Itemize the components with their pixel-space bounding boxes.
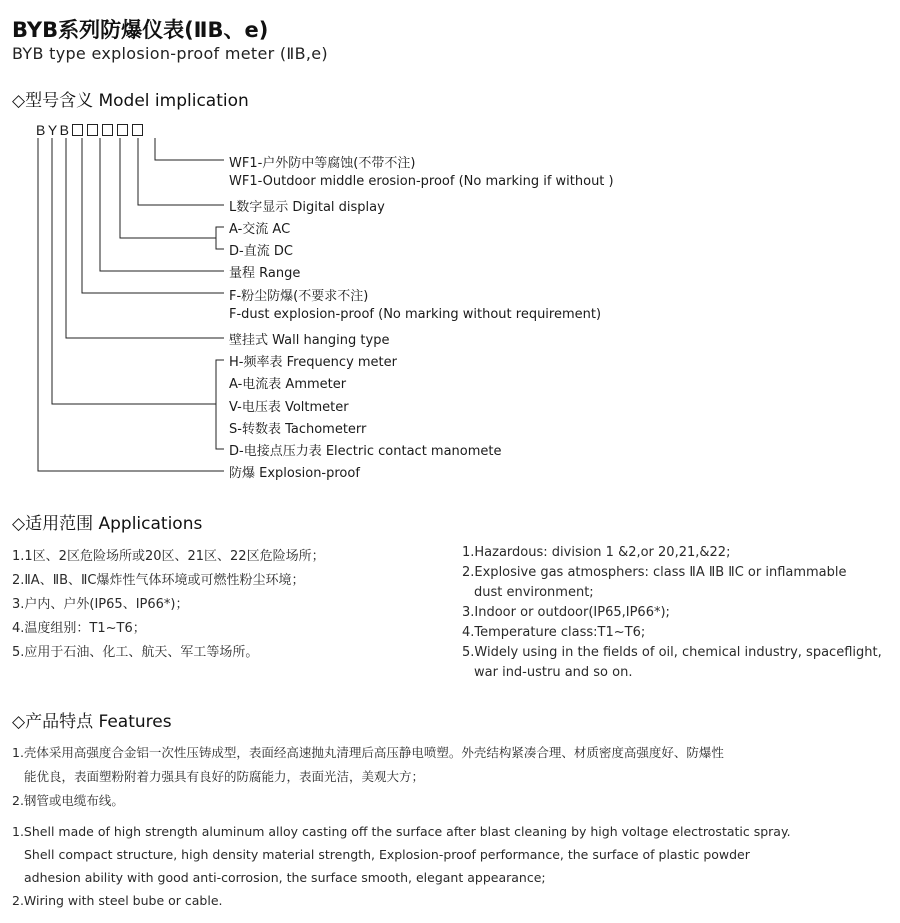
page-title-cn: BYB系列防爆仪表(ⅡB、e)	[12, 18, 269, 42]
model-label-wall: 壁挂式 Wall hanging type	[229, 333, 390, 348]
model-label-tachometer: S-转数表 Tachometerr	[229, 422, 367, 437]
app-cn-line-1: 1.1区、2区危险场所或20区、21区、22区危险场所；	[12, 549, 325, 564]
page-title-en: BYB type explosion-proof meter (ⅡB,e)	[12, 44, 328, 63]
model-label-ammeter: A-电流表 Ammeter	[229, 377, 347, 392]
model-label-contact: D-电接点压力表 Electric contact manomete	[229, 444, 502, 459]
app-en-line-2b: dust environment;	[474, 585, 594, 600]
model-label-wf1-en: WF1-Outdoor middle erosion-proof (No marking if without )	[229, 174, 614, 189]
model-label-dust-en: F-dust explosion-proof (No marking without requirement)	[229, 307, 602, 322]
model-label-digital: L数字显示 Digital display	[229, 200, 385, 215]
applications-heading: ◇适用范围 Applications	[12, 514, 203, 534]
model-heading: ◇型号含义 Model implication	[12, 91, 249, 111]
app-en-line-1: 1.Hazardous: division 1 &2,or 20,21,&22;	[462, 545, 731, 560]
app-en-line-3: 3.Indoor or outdoor(IP65,IP66*);	[462, 605, 670, 620]
model-label-wf1-cn: WF1-户外防中等腐蚀(不带不注)	[229, 156, 416, 171]
feature-cn-line-2: 能优良，表面塑粉附着力强具有良好的防腐能力，表面光洁，美观大方；	[24, 769, 425, 784]
feature-cn-line-3: 2.钢管或电缆布线。	[12, 793, 124, 808]
app-en-line-5: 5.Widely using in the fields of oil, chemical industry, spaceflight,	[462, 645, 882, 660]
feature-cn-line-1: 1.壳体采用高强度合金铝一次性压铸成型，表面经高速抛丸清理后高压静电喷塑。外壳结构紧凑合理、材质密度高强度好、防爆性	[12, 745, 724, 760]
model-label-frequency: H-频率表 Frequency meter	[229, 355, 397, 370]
model-label-dc: D-直流 DC	[229, 244, 293, 259]
app-cn-line-5: 5.应用于石油、化工、航天、军工等场所。	[12, 645, 259, 660]
feature-en-line-2: Shell compact structure, high density material strength, Explosion-proof performance, the surface of plastic powder	[24, 847, 750, 862]
model-label-ac: A-交流 AC	[229, 222, 291, 237]
feature-en-line-4: 2.Wiring with steel bube or cable.	[12, 893, 223, 908]
app-en-line-2: 2.Explosive gas atmosphers: class ⅡA ⅡB ⅡC or inflammable	[462, 565, 847, 580]
app-en-line-5b: war ind-ustru and so on.	[474, 665, 633, 680]
feature-en-line-1: 1.Shell made of high strength aluminum alloy casting off the surface after blast cleaning by high voltage electrostatic spray.	[12, 824, 791, 839]
features-heading: ◇产品特点 Features	[12, 712, 172, 732]
model-label-dust-cn: F-粉尘防爆(不要求不注)	[229, 289, 369, 304]
model-label-voltmeter: V-电压表 Voltmeter	[229, 400, 349, 415]
model-label-explosion: 防爆 Explosion-proof	[229, 466, 360, 481]
app-en-line-4: 4.Temperature class:T1~T6;	[462, 625, 646, 640]
app-cn-line-4: 4.温度组别：T1~T6；	[12, 621, 146, 636]
model-label-range: 量程 Range	[229, 266, 301, 281]
feature-en-line-3: adhesion ability with good anti-corrosion, the surface smooth, elegant appearance;	[24, 870, 546, 885]
model-code-prefix: BYB	[36, 122, 72, 138]
app-cn-line-2: 2.ⅡA、ⅡB、ⅡC爆炸性气体环境或可燃性粉尘环境；	[12, 573, 305, 588]
app-cn-line-3: 3.户内、户外(IP65、IP66*)；	[12, 597, 189, 612]
